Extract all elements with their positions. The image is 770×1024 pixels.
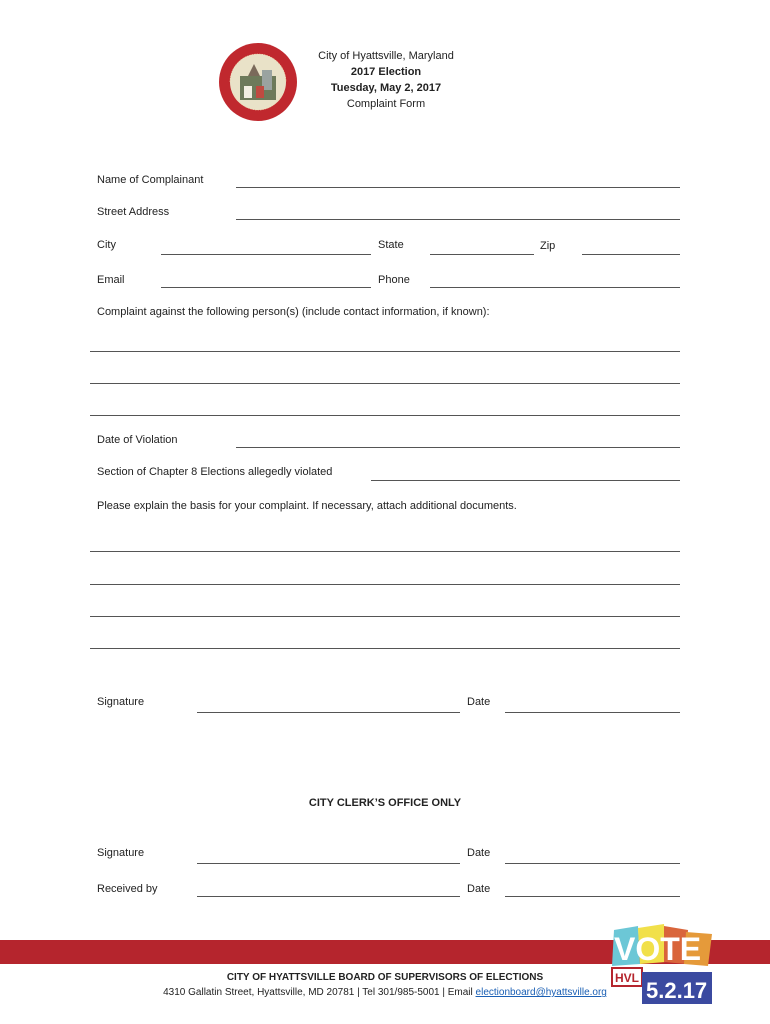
received-by-label: Received by	[97, 883, 158, 895]
header-form-title: Complaint Form	[346, 98, 426, 110]
date-label: Date	[467, 696, 491, 708]
complaint-against-line[interactable]	[90, 383, 680, 384]
date-violation-label: Date of Violation	[97, 434, 178, 446]
signature-field[interactable]	[197, 712, 460, 713]
name-field[interactable]	[236, 187, 680, 188]
section-label: Section of Chapter 8 Elections allegedly violated	[97, 466, 333, 478]
header-city: City of Hyattsville, Maryland	[318, 50, 454, 62]
state-label: State	[378, 239, 404, 251]
signature-label: Signature	[97, 696, 145, 708]
clerk-date2-label: Date	[467, 883, 491, 895]
clerk-date-label: Date	[467, 847, 491, 859]
footer-email-link[interactable]: electionboard@hyattsville.org	[475, 987, 607, 998]
date-field[interactable]	[505, 712, 680, 713]
city-field[interactable]	[161, 254, 371, 255]
section-field[interactable]	[371, 480, 680, 481]
phone-field[interactable]	[430, 287, 680, 288]
city-seal-logo	[218, 42, 298, 122]
footer-address: 4310 Gallatin Street, Hyattsville, MD 20781 | Tel 301/985-5001 | Email	[163, 987, 476, 998]
clerk-signature-label: Signature	[97, 847, 145, 859]
complaint-against-label: Complaint against the following person(s) (include contact information, if known):	[97, 306, 490, 318]
street-label: Street Address	[97, 206, 170, 218]
street-field[interactable]	[236, 219, 680, 220]
date-violation-field[interactable]	[236, 447, 680, 448]
explain-line[interactable]	[90, 616, 680, 617]
explain-line[interactable]	[90, 648, 680, 649]
zip-label: Zip	[540, 240, 556, 252]
clerk-signature-field[interactable]	[197, 863, 460, 864]
explain-line[interactable]	[90, 584, 680, 585]
header-date: Tuesday, May 2, 2017	[330, 82, 442, 94]
name-label: Name of Complainant	[97, 174, 204, 186]
vote-tag: HVL	[615, 971, 639, 985]
vote-word: VOTE	[614, 931, 702, 967]
vote-date: 5.2.17	[646, 978, 708, 1003]
received-by-field[interactable]	[197, 896, 460, 897]
complaint-against-line[interactable]	[90, 415, 680, 416]
phone-label: Phone	[378, 274, 410, 286]
city-label: City	[97, 239, 116, 251]
footer-org: CITY OF HYATTSVILLE BOARD OF SUPERVISORS OF ELECTIONS	[226, 972, 544, 983]
explain-line[interactable]	[90, 551, 680, 552]
clerk-date2-field[interactable]	[505, 896, 680, 897]
zip-field[interactable]	[582, 254, 680, 255]
email-field[interactable]	[161, 287, 371, 288]
clerk-heading: CITY CLERK’S OFFICE ONLY	[308, 797, 462, 809]
form-header	[300, 48, 472, 112]
complaint-against-line[interactable]	[90, 351, 680, 352]
state-field[interactable]	[430, 254, 534, 255]
clerk-date-field[interactable]	[505, 863, 680, 864]
email-label: Email	[97, 274, 125, 286]
explain-label: Please explain the basis for your complaint. If necessary, attach additional documents.	[97, 500, 517, 512]
header-election: 2017 Election	[350, 66, 422, 78]
footer-contact	[0, 987, 770, 998]
